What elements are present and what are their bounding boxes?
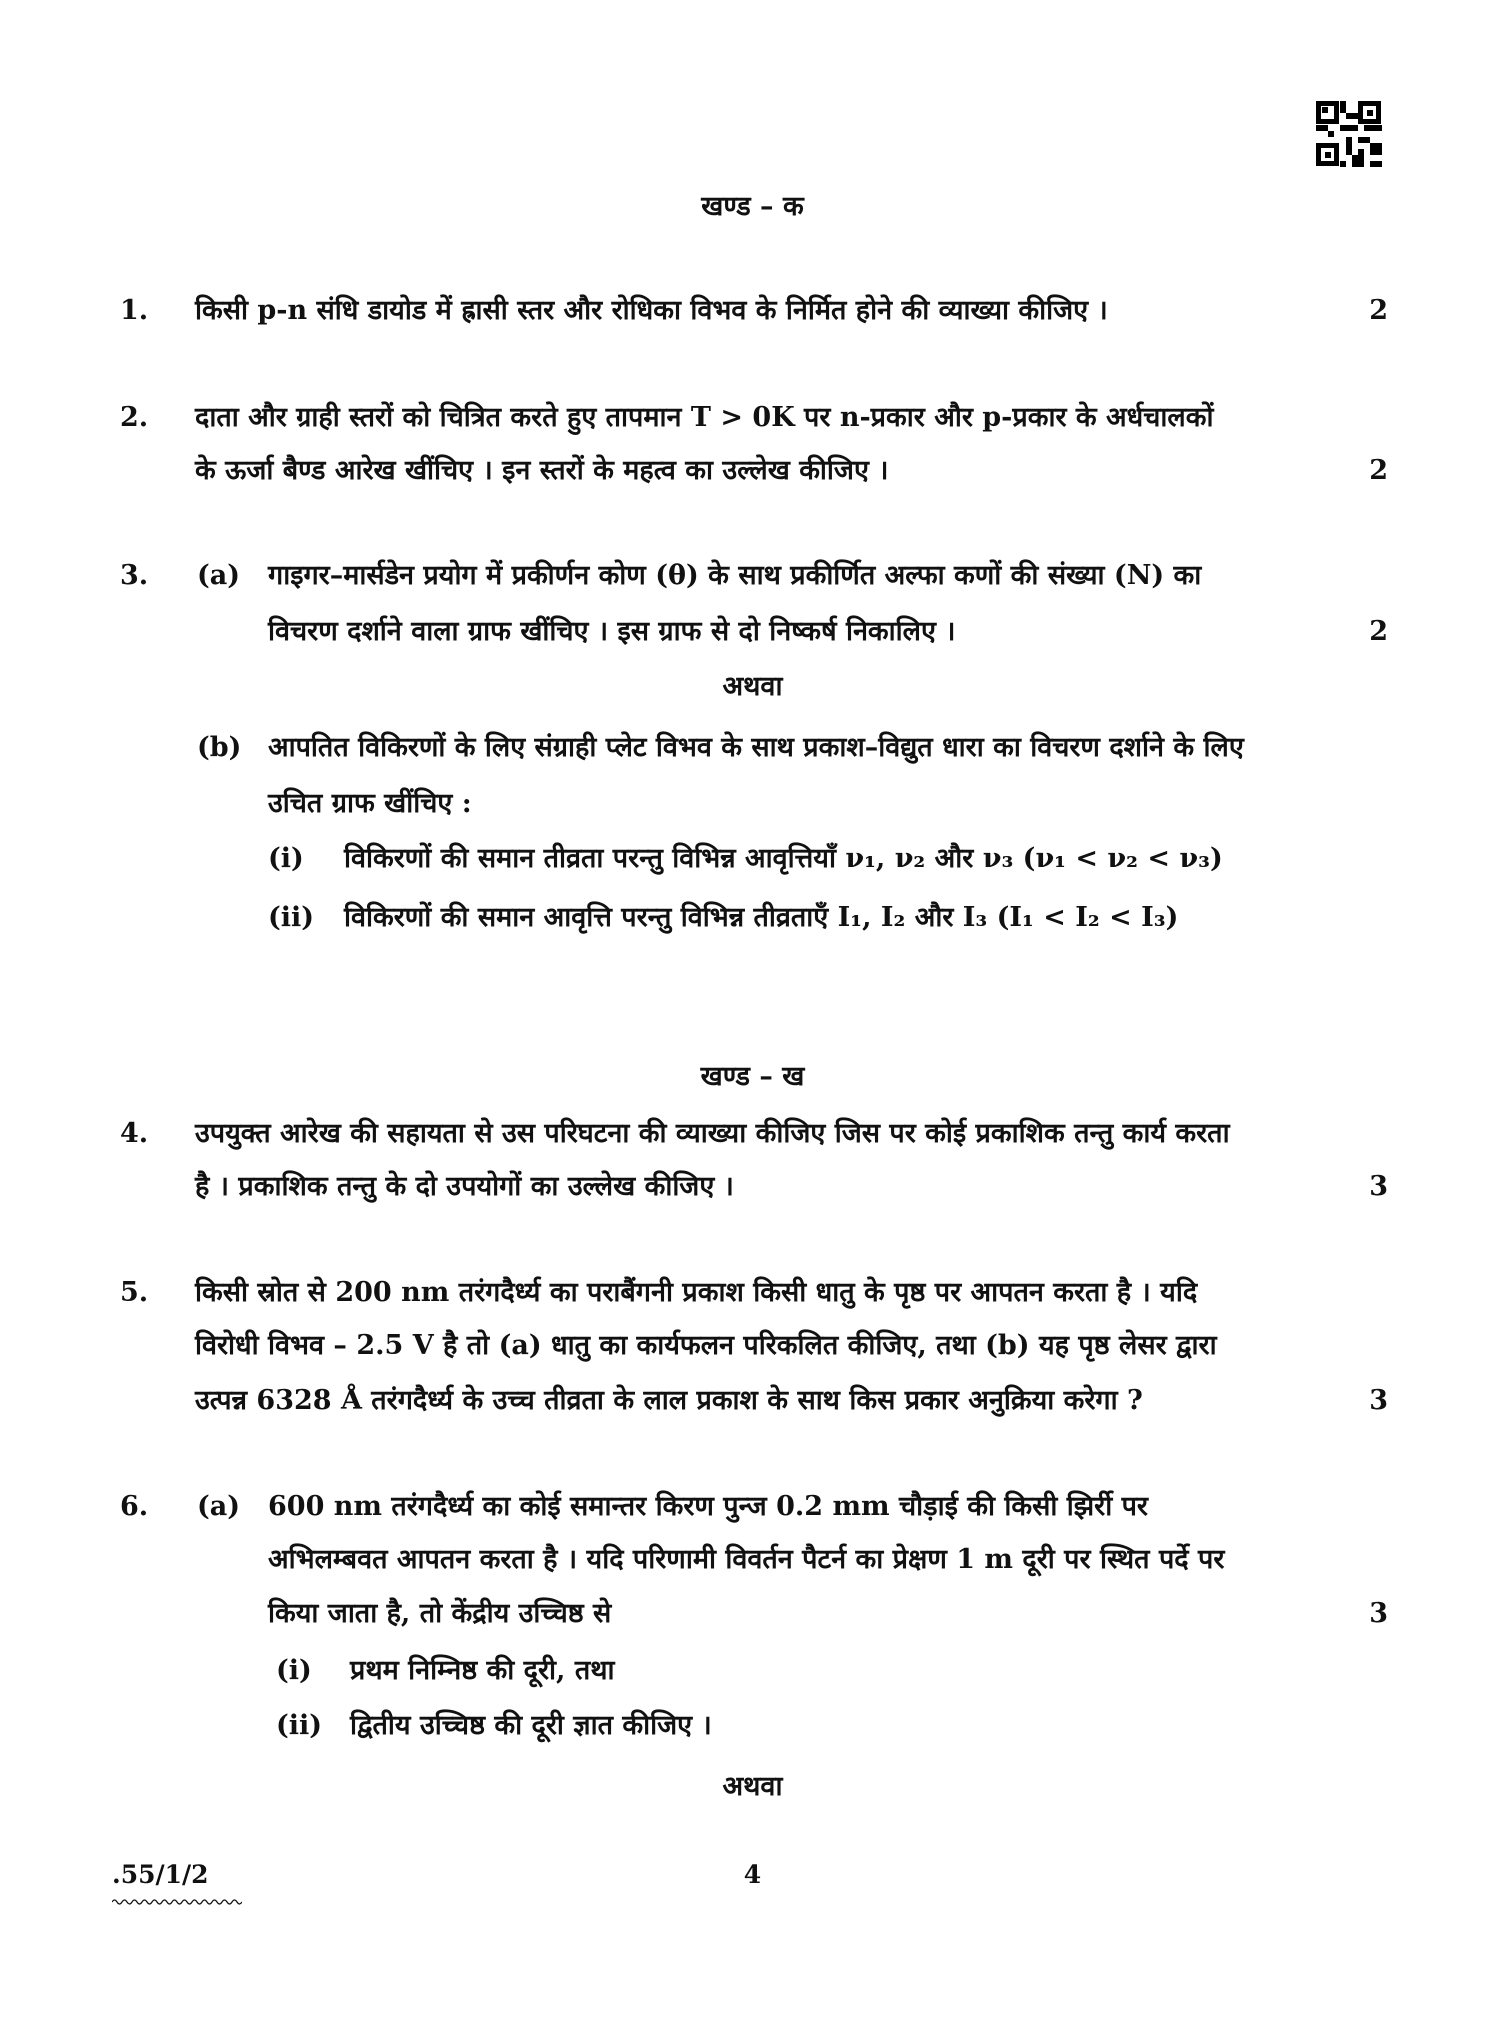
q3a-text-line: गाइगर–मार्सडेन प्रयोग में प्रकीर्णन कोण (θ) के साथ प्रकीर्णित अल्फा कणों की संख्या (N) का xyxy=(268,560,1202,591)
q5-text-line: उत्पन्न 6328 Å तरंगदैर्ध्य के उच्च तीव्रता के लाल प्रकाश के साथ किस प्रकार अनुक्रिया करेगा ? xyxy=(195,1385,1143,1416)
q1-text: किसी p-n संधि डायोड में ह्रासी स्तर और रोधिका विभव के निर्मित होने की व्याख्या कीजिए । xyxy=(195,295,1108,326)
q6a-text-line: अभिलम्बवत आपतन करता है । यदि परिणामी विवर्तन पैटर्न का प्रेक्षण 1 m दूरी पर स्थित पर्दे पर xyxy=(268,1544,1225,1575)
q4-number: 4. xyxy=(120,1118,149,1149)
q3b-text-line: उचित ग्राफ खींचिए : xyxy=(268,788,472,819)
q1-number: 1. xyxy=(120,295,149,326)
q3a-label: (a) xyxy=(197,560,241,591)
q6-marks: 3 xyxy=(1369,1598,1388,1629)
q4-text-line: उपयुक्त आरेख की सहायता से उस परिघटना की व्याख्या कीजिए जिस पर कोई प्रकाशिक तन्तु कार्य करता xyxy=(195,1118,1230,1149)
q6a-text-line: किया जाता है, तो केंद्रीय उच्चिष्ठ से xyxy=(268,1598,612,1629)
q2-marks: 2 xyxy=(1369,455,1388,486)
q2-text-line: दाता और ग्राही स्तरों को चित्रित करते हुए तापमान T > 0K पर n-प्रकार और p-प्रकार के अर्धचालकों xyxy=(195,402,1214,433)
q5-text-line: किसी स्रोत से 200 nm तरंगदैर्ध्य का पराबैंगनी प्रकाश किसी धातु के पृष्ठ पर आपतन करता है । यदि xyxy=(195,1277,1198,1308)
q3b-ii-label: (ii) xyxy=(268,902,315,933)
q1-marks: 2 xyxy=(1369,295,1388,326)
q6-ii-text: द्वितीय उच्चिष्ठ की दूरी ज्ञात कीजिए । xyxy=(350,1710,712,1741)
q3b-i-label: (i) xyxy=(268,843,304,874)
section-b-heading: खण्ड – ख xyxy=(700,1061,805,1092)
q6-i-text: प्रथम निम्निष्ठ की दूरी, तथा xyxy=(350,1655,615,1686)
paper-code: .55/1/2 xyxy=(112,1860,209,1889)
q3-marks: 2 xyxy=(1369,616,1388,647)
q3a-text-line: विचरण दर्शाने वाला ग्राफ खींचिए । इस ग्राफ से दो निष्कर्ष निकालिए । xyxy=(268,616,956,647)
q6-number: 6. xyxy=(120,1491,149,1522)
q2-number: 2. xyxy=(120,402,149,433)
q6-or-label: अथवा xyxy=(722,1771,783,1802)
q6a-label: (a) xyxy=(197,1491,241,1522)
q3b-ii-text: विकिरणों की समान आवृत्ति परन्तु विभिन्न तीव्रताएँ I₁, I₂ और I₃ (I₁ < I₂ < I₃) xyxy=(344,902,1179,933)
q3-or-label: अथवा xyxy=(722,671,783,702)
q2-text-line: के ऊर्जा बैण्ड आरेख खींचिए । इन स्तरों के महत्व का उल्लेख कीजिए । xyxy=(195,455,889,486)
section-a-heading: खण्ड – क xyxy=(701,191,804,222)
q6-i-label: (i) xyxy=(276,1655,312,1686)
q3-number: 3. xyxy=(120,560,149,591)
qr-code-icon xyxy=(1316,101,1382,167)
q6-ii-label: (ii) xyxy=(276,1710,323,1741)
q3b-label: (b) xyxy=(197,732,242,763)
q4-marks: 3 xyxy=(1369,1171,1388,1202)
q5-number: 5. xyxy=(120,1277,149,1308)
q5-text-line: विरोधी विभव – 2.5 V है तो (a) धातु का कार्यफलन परिकलित कीजिए, तथा (b) यह पृष्ठ लेसर द्वारा xyxy=(195,1330,1217,1361)
q6a-text-line: 600 nm तरंगदैर्ध्य का कोई समान्तर किरण पुन्ज 0.2 mm चौड़ाई की किसी झिर्री पर xyxy=(268,1491,1148,1522)
page-number: 4 xyxy=(743,1860,762,1889)
wavy-underline xyxy=(112,1898,242,1906)
q5-marks: 3 xyxy=(1369,1385,1388,1416)
q4-text-line: है । प्रकाशिक तन्तु के दो उपयोगों का उल्लेख कीजिए । xyxy=(195,1171,734,1202)
q3b-text-line: आपतित विकिरणों के लिए संग्राही प्लेट विभव के साथ प्रकाश–विद्युत धारा का विचरण दर्शाने के लिए xyxy=(268,732,1244,763)
q3b-i-text: विकिरणों की समान तीव्रता परन्तु विभिन्न आवृत्तियाँ ν₁, ν₂ और ν₃ (ν₁ < ν₂ < ν₃) xyxy=(344,843,1223,874)
